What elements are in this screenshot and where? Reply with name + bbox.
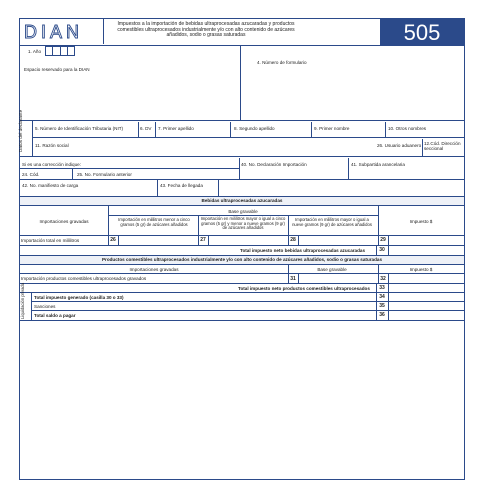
dv-label: 6. DV [140,126,152,131]
declarant-side-label: Datos del declarante [18,109,23,152]
box-30: 30 [379,247,385,253]
products-tax-header: Impuesto $ [409,267,433,272]
reserved-label: Espacio reservado para la DIAN [24,67,90,72]
subheading-label: 41. Subpartida arancelaria [351,162,405,167]
products-imports-header: Importaciones gravadas [129,267,179,272]
customs-user-label: 26. Usuario aduanero [377,143,422,148]
box-34: 34 [379,294,385,300]
products-net-total-label: Total impuesto neto productos comestibles ultraprocesados [238,286,370,291]
sanctions-label: Sanciones [34,304,56,309]
beverages-col3-header: Importación en mililitros mayor o igual a nueve gramos (9 gr) de azúcares añadidos [292,217,372,227]
box-26: 26 [110,237,116,243]
total-generated-label: Total impuesto generado (casilla 30 o 33) [34,295,124,300]
beverages-net-total-label: Total impuesto neto bebidas ultraprocesadas azucaradas [240,248,366,253]
correction-label: Si es una corrección indique: [22,162,81,167]
beverages-tax-header: Impuesto $ [409,219,433,224]
beverages-imports-header: Importaciones gravadas [39,219,89,224]
form-num-label: 4. Número de formulario [257,60,307,65]
products-base-header: Base gravable [317,267,347,272]
corr-code-label: 24. Cód. [22,172,40,177]
import-decl-label: 40. No. Declaración Importación [241,162,307,167]
form-number: 505 [403,20,441,45]
box-29: 29 [380,237,386,243]
other-names-label: 10. Otros nombres [388,126,427,131]
box-32: 32 [380,276,386,282]
products-title: Productos comestibles ultraprocesados industrialmente y/o con alto contenido de azúcares añadidos, sodio o grasas saturadas [101,257,383,262]
settlement-side-label: Liquidación privada [20,282,25,319]
nit-label: 5. Número de Identificación Tributaria (NIT) [35,126,124,131]
beverages-total-ml-label: Importación total en mililitros [21,238,80,243]
beverages-title: Bebidas ultraprocesadas azucaradas [201,198,283,203]
box-33: 33 [379,285,385,291]
box-35: 35 [379,303,385,309]
form-title: Impuestos a la importación de bebidas ultraprocesadas azucaradas y productos comestibles ultraprocesados industrialmente y/o con alto contenido de azúcares añadidos, sodio o grasas saturadas [117,21,295,39]
sectional-code-label: 12.Cód. Dirección seccional [424,141,461,151]
total-pay-label: Total saldo a pagar [34,313,76,318]
first-surname-label: 7. Primer apellido [158,126,194,131]
products-row-label: Importación productos comestibles ultraprocesados gravados [21,276,147,281]
first-name-label: 9. Primer nombre [314,126,350,131]
business-name-label: 11. Razón social [35,143,69,148]
box-28: 28 [290,237,296,243]
box-36: 36 [379,312,385,318]
prev-form-label: 25. No. Formulario anterior [77,172,132,177]
manifest-label: 42. No. manifiesto de carga [22,183,79,188]
beverages-col1-header: Importación en mililitros menor a cinco gramos (5 gr) de azúcares añadidos [118,217,190,227]
dian-logo [22,22,100,42]
beverages-col2-header: Importación en mililitros mayor o igual a cinco gramos (5 gr) y menor a nueve gramos (9 gr) de azúcares añadidos [200,216,286,231]
beverages-base-header: Base gravable [228,209,258,214]
year-label: 1. Año [28,49,42,54]
box-27: 27 [200,237,206,243]
arrival-date-label: 43. Fecha de llegada [160,183,203,188]
svg-text:DIAN: DIAN [24,22,84,42]
second-surname-label: 8. Segundo apellido [234,126,275,131]
box-31: 31 [290,276,296,282]
